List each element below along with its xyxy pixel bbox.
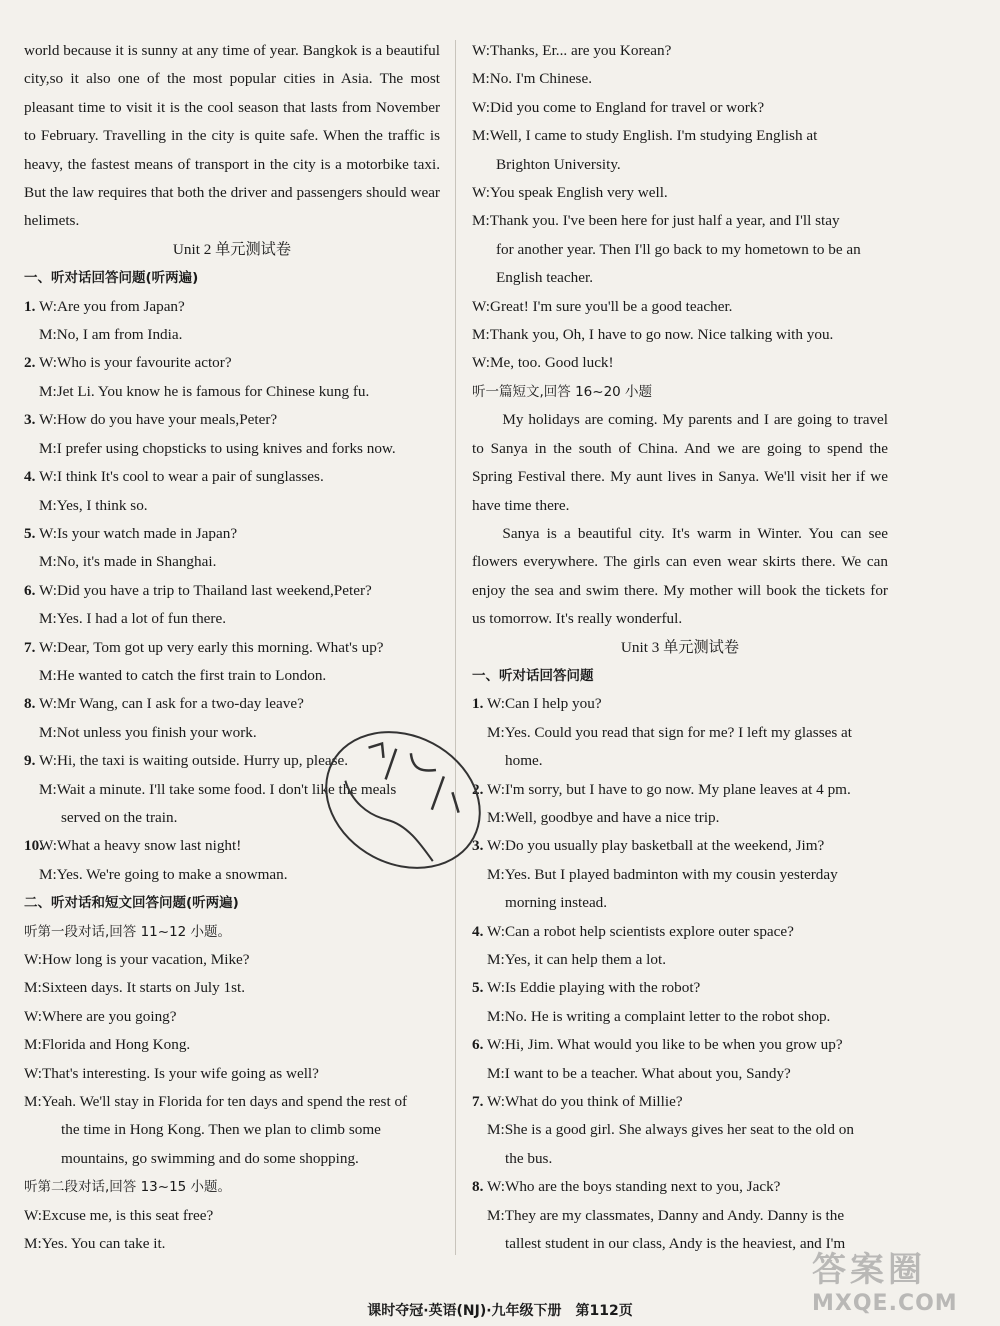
question-number: 3. <box>24 411 36 429</box>
dialog-continuation: Brighton University. <box>496 155 621 173</box>
unit3-section1-title: 一、听对话回答问题 <box>472 667 594 684</box>
dialog2-lines-left <box>24 1202 440 1259</box>
question-text: W:What a heavy snow last night! <box>39 837 242 855</box>
question-line <box>24 406 440 434</box>
question-line <box>24 349 440 377</box>
dialog-line: M:Thank you. I've been here for just half a year, and I'll stay <box>472 212 840 230</box>
answer-line: M:No, I am from India. <box>39 326 183 344</box>
dialog-line: W:Thanks, Er... are you Korean? <box>472 42 672 59</box>
question-number: 8. <box>24 695 36 713</box>
unit2-section2-title: 二、听对话和短文回答问题(听两遍) <box>24 895 239 912</box>
question-text: W:What do you think of Millie? <box>487 1093 683 1111</box>
answer-line: M:I prefer using chopsticks to using knives and forks now. <box>39 439 396 457</box>
answer-line: M:No. He is writing a complaint letter to the robot shop. <box>487 1007 831 1025</box>
unit2-title: Unit 2 单元测试卷 <box>172 240 292 258</box>
question-number: 9. <box>24 752 36 770</box>
question-line <box>24 577 440 605</box>
question-text: W:How do you have your meals,Peter? <box>39 411 278 429</box>
dialog-continuation: mountains, go swimming and do some shopping. <box>61 1149 359 1167</box>
question-line <box>24 293 440 321</box>
question-text: W:Can I help you? <box>487 695 602 713</box>
question-line <box>472 832 888 860</box>
question-number: 5. <box>472 979 484 997</box>
question-text: W:Hi, Jim. What would you like to be when you grow up? <box>487 1036 843 1054</box>
unit3-section1-items <box>472 690 888 1258</box>
answer-line: M:They are my classmates, Danny and Andy. Danny is the <box>487 1206 845 1224</box>
dialog-line: M:Thank you, Oh, I have to go now. Nice talking with you. <box>472 326 834 344</box>
question-text: W:I think It's cool to wear a pair of sunglasses. <box>39 468 324 486</box>
question-number: 5. <box>24 524 36 542</box>
column-divider <box>455 40 456 1255</box>
corner-logo-line2: MXQE.COM <box>812 1291 958 1316</box>
unit3-title: Unit 3 单元测试卷 <box>620 638 740 656</box>
dialog-line: W:Great! I'm sure you'll be a good teacher. <box>472 297 733 315</box>
dialog-line: W:Where are you going? <box>24 1007 177 1025</box>
corner-logo-line1: 答案圈 <box>812 1250 926 1290</box>
question-text: W:Is Eddie playing with the robot? <box>487 979 701 997</box>
dialog-line: M:Sixteen days. It starts on July 1st. <box>24 979 246 997</box>
opening-paragraph: world because it is sunny at any time of year. Bangkok is a beautiful city,so it also one of the most popular cities in Asia. The most pleasant time to visit it is the cool season that lasts from November to February. Travelling in the city is quite safe. When the traffic is heavy, the fastest means of transport in the city is a motorbike taxi. But the law requires that both the driver and passengers should wear helimets. <box>24 42 440 230</box>
question-number: 1. <box>24 297 36 315</box>
question-line <box>24 634 440 662</box>
answer-line: M:I want to be a teacher. What about you, Sandy? <box>487 1064 791 1082</box>
question-text: W:Can a robot help scientists explore outer space? <box>487 922 794 940</box>
dialog2-label: 听第二段对话,回答 13~15 小题。 <box>24 1179 232 1196</box>
dialog-line: W:How long is your vacation, Mike? <box>24 951 250 968</box>
question-line <box>472 974 888 1002</box>
question-number: 6. <box>472 1036 484 1054</box>
question-number: 7. <box>24 638 36 656</box>
passage-paragraph: My holidays are coming. My parents and I are going to travel to Sanya in the south of China. And we are going to spend the Spring Festival there. My aunt lives in Sanya. We'll visit her if we have time there. <box>472 411 888 514</box>
dialog-continuation: the time in Hong Kong. Then we plan to climb some <box>61 1121 381 1139</box>
passage-paragraph: Sanya is a beautiful city. It's warm in Winter. You can see flowers everywhere. The girls can even wear skirts there. We can enjoy the sea and swim there. My mother will book the tickets for us tomorrow. It's really wonderful. <box>472 524 888 628</box>
page-footer: 课时夺冠·英语(NJ)·九年级下册 第112页 <box>367 1303 633 1319</box>
question-line <box>24 463 440 491</box>
dialog-line: W:You speak English very well. <box>472 184 668 202</box>
dialog1-label: 听第一段对话,回答 11~12 小题。 <box>24 923 232 940</box>
answer-line: M:Not unless you finish your work. <box>39 723 257 741</box>
dialog-line: M:Well, I came to study English. I'm studying English at <box>472 127 818 145</box>
answer-line: M:No, it's made in Shanghai. <box>39 553 217 571</box>
dialog-line: M:Yes. You can take it. <box>24 1235 166 1253</box>
question-number: 4. <box>24 468 36 486</box>
answer-continuation: tallest student in our class, Andy is the heaviest, and I'm <box>505 1235 846 1253</box>
answer-line: M:Wait a minute. I'll take some food. I don't like the meals <box>39 780 397 798</box>
question-text: W:Is your watch made in Japan? <box>39 524 238 542</box>
question-number: 6. <box>24 581 36 599</box>
unit2-section1-title: 一、听对话回答问题(听两遍) <box>24 270 199 287</box>
answer-line: M:Yes, it can help them a lot. <box>487 951 667 968</box>
question-number: 2. <box>24 354 36 372</box>
answer-line: M:Well, goodbye and have a nice trip. <box>487 808 720 826</box>
dialog-continuation: English teacher. <box>496 269 593 287</box>
question-number: 4. <box>472 922 484 940</box>
answer-line: M:Yes, I think so. <box>39 496 148 514</box>
dialog-line: W:That's interesting. Is your wife going as well? <box>24 1064 319 1082</box>
question-line <box>472 1031 888 1059</box>
answer-line: M:Yes. But I played badminton with my cousin yesterday <box>487 865 838 883</box>
dialog-line: M:No. I'm Chinese. <box>472 70 593 88</box>
question-number: 7. <box>472 1093 484 1111</box>
question-text: W:Dear, Tom got up very early this morning. What's up? <box>39 638 384 656</box>
dialog1-lines <box>24 946 440 1173</box>
dialog-line: W:Me, too. Good luck! <box>472 354 614 372</box>
answer-continuation: morning instead. <box>505 894 608 912</box>
dialog2-lines-right <box>472 37 888 378</box>
question-number: 3. <box>472 837 484 855</box>
answer-line: M:Yes. Could you read that sign for me? I left my glasses at <box>487 723 853 741</box>
question-text: W:Are you from Japan? <box>39 297 185 315</box>
answer-continuation: served on the train. <box>61 808 178 826</box>
question-number: 1. <box>472 695 484 713</box>
answer-continuation: home. <box>505 752 543 770</box>
answer-continuation: the bus. <box>505 1149 553 1167</box>
question-number: 8. <box>472 1178 484 1196</box>
question-number: 2. <box>472 780 484 798</box>
dialog-line: M:Florida and Hong Kong. <box>24 1036 191 1054</box>
question-line <box>472 690 888 718</box>
answer-line: M:Yes. We're going to make a snowman. <box>39 865 288 883</box>
dialog-line: W:Excuse me, is this seat free? <box>24 1206 214 1224</box>
question-text: W:Who is your favourite actor? <box>39 354 232 372</box>
passage-label: 听一篇短文,回答 16~20 小题 <box>472 383 653 400</box>
question-line <box>472 918 888 946</box>
dialog-line: M:Yeah. We'll stay in Florida for ten days and spend the rest of <box>24 1093 408 1111</box>
left-column <box>24 37 440 1258</box>
question-line <box>472 1088 888 1116</box>
question-text: W:Do you usually play basketball at the weekend, Jim? <box>487 837 825 855</box>
dialog-continuation: for another year. Then I'll go back to my hometown to be an <box>496 240 861 258</box>
answer-line: M:She is a good girl. She always gives her seat to the old on <box>487 1121 854 1139</box>
question-text: W:Who are the boys standing next to you, Jack? <box>487 1178 781 1196</box>
dialog-line: W:Did you come to England for travel or work? <box>472 98 765 116</box>
answer-line: M:He wanted to catch the first train to London. <box>39 666 327 684</box>
question-line <box>24 520 440 548</box>
answer-line: M:Yes. I had a lot of fun there. <box>39 610 227 628</box>
question-text: W:Hi, the taxi is waiting outside. Hurry up, please. <box>39 752 349 770</box>
question-line <box>472 1173 888 1201</box>
answer-line: M:Jet Li. You know he is famous for Chinese kung fu. <box>39 382 370 400</box>
question-text: W:I'm sorry, but I have to go now. My plane leaves at 4 pm. <box>487 780 851 798</box>
question-text: W:Mr Wang, can I ask for a two-day leave? <box>39 695 304 713</box>
right-column <box>472 37 888 1258</box>
question-number: 10. <box>24 837 43 855</box>
question-text: W:Did you have a trip to Thailand last weekend,Peter? <box>39 581 372 599</box>
question-line <box>472 776 888 804</box>
